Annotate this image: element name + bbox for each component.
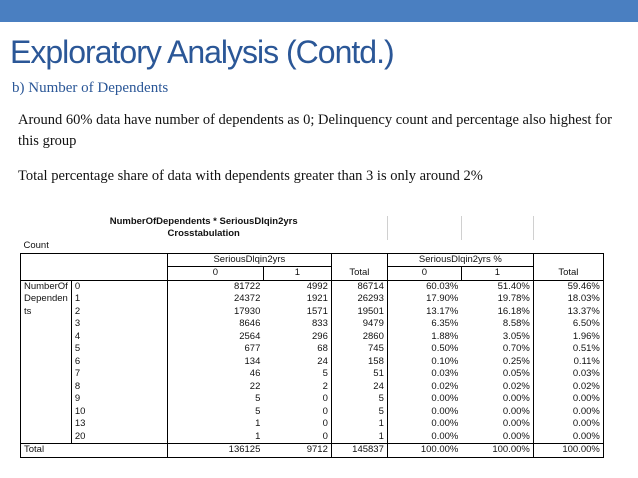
count-1: 0 [322, 393, 328, 405]
table-row [21, 406, 604, 419]
pct-total: 13.37% [533, 306, 603, 319]
row-key: 2 [71, 306, 167, 319]
count-total: 1 [331, 418, 387, 431]
pct-0: 0.00% [387, 431, 461, 444]
row-variable-label [21, 393, 72, 406]
count-total: 24 [331, 381, 387, 394]
pct-0: 0.50% [387, 343, 461, 356]
count-1: 4992 [306, 280, 328, 292]
count-1: 296 [312, 330, 328, 342]
col-header-1: 1 [263, 267, 331, 281]
total-pct-total: 100.00% [533, 444, 603, 458]
count-total: 51 [331, 368, 387, 381]
count-0: 8646 [167, 318, 263, 331]
slide-title: Exploratory Analysis (Contd.) [10, 34, 394, 70]
pct-total: 0.00% [533, 418, 603, 431]
total-count-total: 145837 [331, 444, 387, 458]
pct-0: 60.03% [387, 280, 461, 293]
pct-0: 17.90% [387, 293, 461, 306]
pct-1: 0.00% [502, 418, 530, 430]
row-variable-label [21, 356, 72, 369]
pct-0: 0.00% [387, 418, 461, 431]
table-row [21, 431, 604, 444]
table-title-line1: NumberOfDependents * SeriousDlqin2yrs [109, 216, 298, 227]
table-title-row [21, 216, 604, 240]
count-1: 1571 [306, 305, 328, 317]
count-0: 24372 [167, 293, 263, 306]
col-header-0: 0 [167, 267, 263, 281]
pct-1: 0.00% [502, 430, 530, 442]
group-header-row [21, 253, 604, 267]
count-1: 2 [322, 380, 328, 392]
pct-1: 0.25% [502, 355, 530, 367]
pct-1: 3.05% [502, 330, 530, 342]
pct-1: 0.00% [502, 405, 530, 417]
row-key: 13 [71, 418, 167, 431]
count-0: 5 [167, 393, 263, 406]
row-key: 8 [71, 381, 167, 394]
count-1: 24 [317, 355, 328, 367]
count-total: 5 [331, 406, 387, 419]
col-header-pct-0: 0 [387, 267, 461, 281]
table-row [21, 293, 604, 306]
pct-total: 18.03% [533, 293, 603, 306]
row-variable-label [21, 343, 72, 356]
slide-subtitle: b) Number of Dependents [12, 80, 169, 96]
count-total: 9479 [331, 318, 387, 331]
pct-total: 0.03% [533, 368, 603, 381]
row-key: 4 [71, 331, 167, 344]
row-variable-label [21, 418, 72, 431]
count-1: 1921 [306, 293, 328, 305]
pct-total: 0.02% [533, 381, 603, 394]
count-1: 0 [322, 430, 328, 442]
pct-1: 0.05% [502, 368, 530, 380]
total-pct-1: 100.00% [461, 444, 533, 458]
total-count-0: 136125 [167, 444, 263, 458]
col-header-pct-1: 1 [461, 267, 533, 281]
pct-total: 0.00% [533, 406, 603, 419]
count-1: 68 [317, 343, 328, 355]
pct-total: 0.11% [533, 356, 603, 369]
col-header-total: Total [331, 267, 387, 281]
pct-total: 59.46% [533, 280, 603, 293]
count-0: 22 [167, 381, 263, 394]
pct-1: 8.58% [502, 318, 530, 330]
table-row [21, 418, 604, 431]
paragraph-2: Total percentage share of data with dependents greater than 3 is only around 2% [18, 168, 483, 184]
count-total: 19501 [331, 306, 387, 319]
pct-0: 0.02% [387, 381, 461, 394]
table-row [21, 331, 604, 344]
count-1: 5 [322, 368, 328, 380]
top-accent-bar [0, 0, 638, 22]
row-variable-label [21, 368, 72, 381]
row-key: 1 [71, 293, 167, 306]
count-total: 86714 [331, 280, 387, 293]
table-row [21, 393, 604, 406]
count-label: Count [21, 240, 604, 253]
row-variable-label: Dependen [21, 293, 72, 306]
count-1: 833 [312, 318, 328, 330]
pct-total: 0.00% [533, 393, 603, 406]
pct-1: 0.00% [502, 393, 530, 405]
pct-0: 0.00% [387, 393, 461, 406]
count-0: 1 [167, 431, 263, 444]
row-key: 6 [71, 356, 167, 369]
pct-1: 16.18% [497, 305, 530, 317]
row-key: 7 [71, 368, 167, 381]
row-key: 10 [71, 406, 167, 419]
count-1: 0 [322, 418, 328, 430]
table-row [21, 318, 604, 331]
row-key: 9 [71, 393, 167, 406]
row-variable-label [21, 431, 72, 444]
pct-0: 1.88% [387, 331, 461, 344]
row-variable-label [21, 406, 72, 419]
column-header-row [21, 267, 604, 281]
table-row [21, 356, 604, 369]
count-0: 46 [167, 368, 263, 381]
group-header-percent: SeriousDlqin2yrs % [387, 253, 533, 267]
count-total: 1 [331, 431, 387, 444]
row-variable-label [21, 318, 72, 331]
count-1: 0 [322, 405, 328, 417]
pct-total: 1.96% [533, 331, 603, 344]
count-0: 677 [167, 343, 263, 356]
pct-total: 6.50% [533, 318, 603, 331]
pct-total: 0.00% [533, 431, 603, 444]
total-label: Total [21, 444, 168, 458]
pct-0: 6.35% [387, 318, 461, 331]
table-row [21, 381, 604, 394]
pct-total: 0.51% [533, 343, 603, 356]
count-total: 5 [331, 393, 387, 406]
row-key: 20 [71, 431, 167, 444]
row-variable-label [21, 381, 72, 394]
count-0: 1 [167, 418, 263, 431]
count-total: 745 [331, 343, 387, 356]
count-0: 134 [167, 356, 263, 369]
count-label-row [21, 240, 604, 253]
pct-0: 13.17% [387, 306, 461, 319]
row-variable-label: ts [21, 306, 72, 319]
pct-0: 0.00% [387, 406, 461, 419]
table-body [21, 280, 604, 444]
count-0: 17930 [167, 306, 263, 319]
table-title-line2: Crosstabulation [167, 228, 240, 239]
table-row [21, 306, 604, 319]
pct-0: 0.03% [387, 368, 461, 381]
row-key: 0 [71, 280, 167, 293]
table-row [21, 343, 604, 356]
pct-1: 0.02% [502, 380, 530, 392]
row-variable-label [21, 331, 72, 344]
table-row [21, 368, 604, 381]
pct-1: 51.40% [497, 280, 530, 292]
table-row [21, 280, 604, 293]
crosstab-table [20, 216, 604, 458]
paragraph-1: Around 60% data have number of dependents as 0; Delinquency count and percentage also highest for this group [18, 112, 612, 149]
count-0: 5 [167, 406, 263, 419]
row-key: 3 [71, 318, 167, 331]
count-total: 26293 [331, 293, 387, 306]
count-0: 2564 [167, 331, 263, 344]
total-row [21, 444, 604, 458]
pct-1: 0.70% [502, 343, 530, 355]
col-header-pct-total: Total [533, 267, 603, 281]
pct-0: 0.10% [387, 356, 461, 369]
table-title [21, 216, 388, 240]
row-variable-label: NumberOf [21, 280, 72, 293]
count-0: 81722 [167, 280, 263, 293]
group-header-count: SeriousDlqin2yrs [167, 253, 331, 267]
count-total: 2860 [331, 331, 387, 344]
row-key: 5 [71, 343, 167, 356]
pct-1: 19.78% [497, 293, 530, 305]
count-total: 158 [331, 356, 387, 369]
total-count-1: 9712 [263, 444, 331, 458]
total-pct-0: 100.00% [387, 444, 461, 458]
